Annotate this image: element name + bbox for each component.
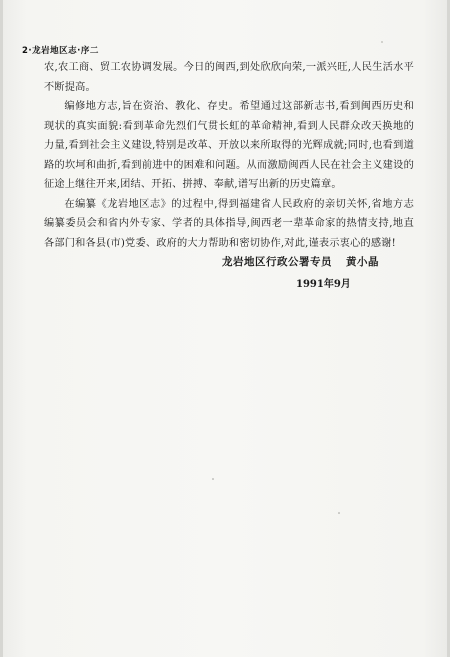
preface-body	[44, 58, 414, 253]
paragraph-1: 农,农工商、贸工农协调发展。今日的闽西,到处欣欣向荣,一派兴旺,人民生活水平不断提高。	[44, 62, 414, 93]
scan-speck	[212, 478, 214, 480]
scan-speck	[381, 41, 383, 43]
signature-name: 黄小晶	[346, 256, 379, 268]
scan-edge-left	[0, 0, 3, 657]
signature-line	[222, 254, 379, 269]
running-head: 2·龙岩地区志·序二	[22, 46, 99, 56]
signature-title: 龙岩地区行政公署专员	[222, 256, 332, 268]
paragraph-3: 在编纂《龙岩地区志》的过程中,得到福建省人民政府的亲切关怀,省地方志编纂委员会和省内外专家、学者的具体指导,闽西老一辈革命家的热情支持,地直各部门和各县(市)党委、政府的大力帮助和密切协作,对此,谨表示衷心的感谢!	[44, 198, 414, 249]
scan-speck	[338, 512, 340, 514]
signature-date: 1991年9月	[296, 279, 351, 290]
paragraph-2: 编修地方志,旨在资治、教化、存史。希望通过这部新志书,看到闽西历史和现状的真实面貌:看到革命先烈们气贯长虹的革命精神,看到人民群众改天换地的力量,看到社会主义建设,特别是改革、开放以来所取得的光辉成就;同时,也看到道路的坎坷和曲折,看到前进中的困难和问题。从而激励闽西人民在社会主义建设的征途上继往开来,团结、开拓、拼搏、奉献,谱写出新的历史篇章。	[44, 101, 414, 190]
